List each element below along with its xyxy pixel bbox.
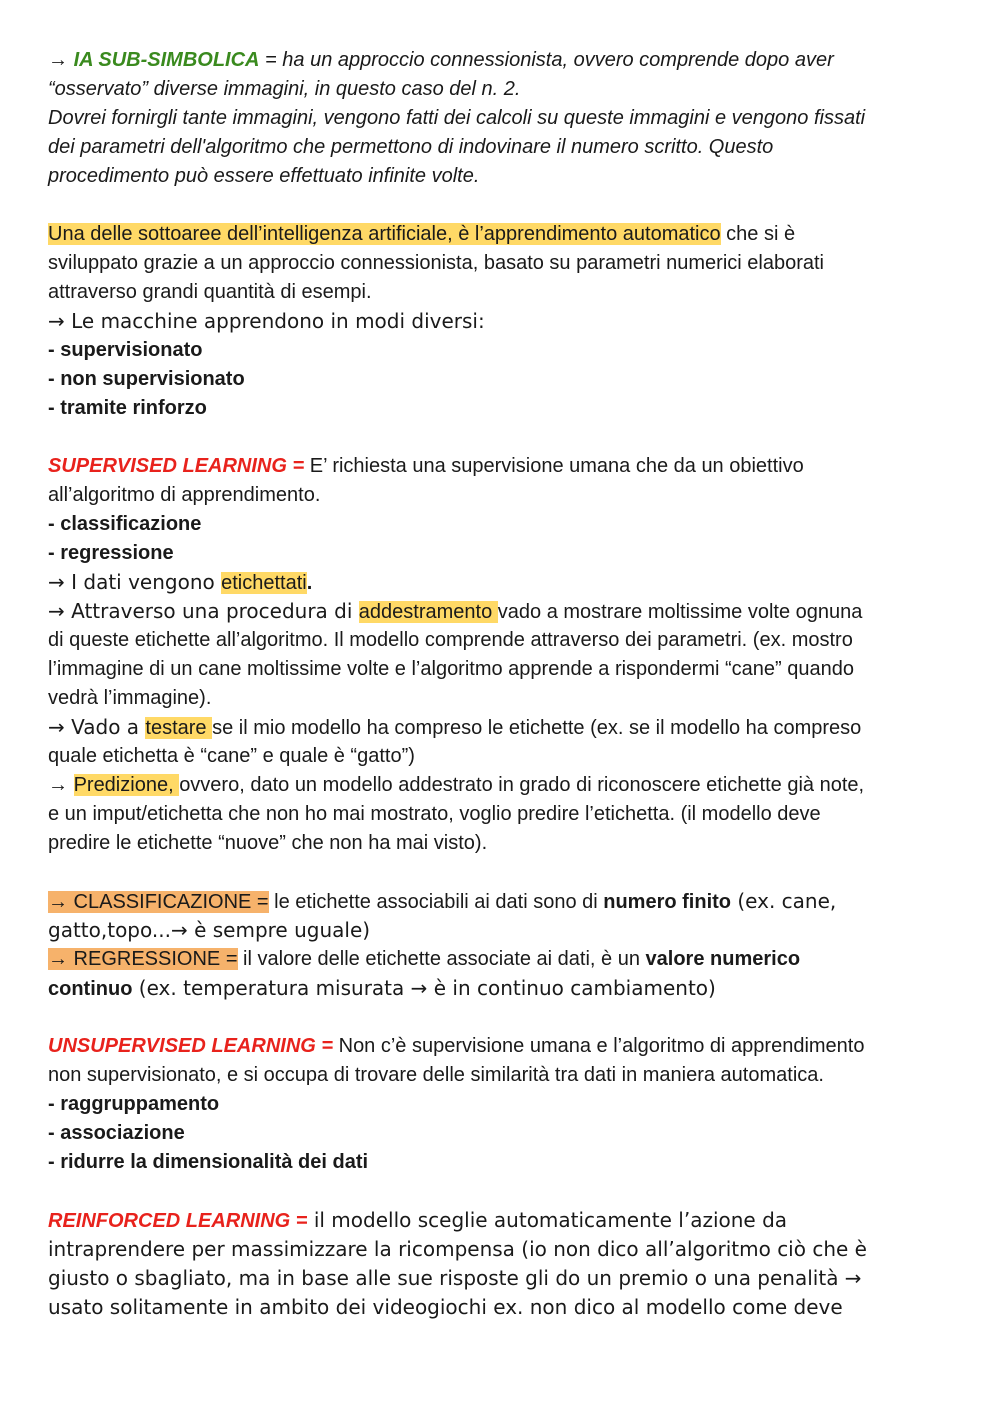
unsupervised-term: UNSUPERVISED LEARNING = <box>48 1035 334 1057</box>
reinforced-line-3: giusto o sbagliato, ma in base alle sue risposte gli do un premio o una penalità → <box>48 1266 862 1290</box>
regressione-line-1 <box>48 945 952 974</box>
unsupervised-line-1 <box>48 1032 952 1061</box>
text: se il mio modello ha compreso le etichette (ex. se il modello ha compreso <box>212 717 862 739</box>
testare-line-1 <box>48 713 952 742</box>
list-item: - tramite rinforzo <box>48 397 207 419</box>
text: ovvero, dato un modello addestrato in grado di riconoscere etichette già note, <box>179 774 865 796</box>
list-item: - associazione <box>48 1122 185 1144</box>
highlight: Una delle sottoaree dell’intelligenza artificiale, è l’apprendimento automatico <box>48 223 721 245</box>
sub-simbolica-line-1 <box>48 46 952 75</box>
testare-line-2: quale etichetta è “cane” e quale è “gatto”) <box>48 745 415 767</box>
sub-simbolica-term: IA SUB-SIMBOLICA <box>73 49 260 71</box>
arrow: → <box>48 49 68 71</box>
predizione-line-2: e un imput/etichetta che non ho mai mostrato, voglio predire l’etichetta. (il modello deve <box>48 803 821 825</box>
sub-simbolica-line-3: Dovrei fornirgli tante immagini, vengono fatti dei calcoli su queste immagini e vengono fissati <box>48 107 866 129</box>
reinforced-line-4: usato solitamente in ambito dei videogiochi ex. non dico al modello come deve <box>48 1295 843 1319</box>
classificazione-line-1 <box>48 887 952 916</box>
spacer <box>48 191 952 220</box>
ml-intro-line-2: sviluppato grazie a un approccio connessionista, basato su parametri numerici elaborati <box>48 252 824 274</box>
text: . <box>306 572 313 594</box>
text: il valore delle etichette associate ai dati, è un <box>237 948 646 970</box>
text: le etichette associabili ai dati sono di <box>268 891 604 913</box>
addestramento-line-3: l’immagine di un cane moltissime volte e l’algoritmo apprende a rispondermi “cane” quando <box>48 658 854 680</box>
text: → Vado a <box>48 715 146 739</box>
reinforced-line-2: intraprendere per massimizzare la ricompensa (io non dico all’algoritmo ciò che è <box>48 1237 867 1261</box>
reinforced-term: REINFORCED LEARNING = <box>48 1210 308 1232</box>
sub-simbolica-line-4: dei parametri dell'algoritmo che permettono di indovinare il numero scritto. Questo <box>48 136 774 158</box>
supervised-line-2: all’algoritmo di apprendimento. <box>48 484 321 506</box>
predizione-line-1 <box>48 771 952 800</box>
list-item: - raggruppamento <box>48 1093 220 1115</box>
list-item: - non supervisionato <box>48 368 245 390</box>
highlight: etichettati <box>221 572 307 594</box>
reinforced-line-1 <box>48 1206 952 1235</box>
predizione-line-3: predire le etichette “nuove” che non ha mai visto). <box>48 832 488 854</box>
text: Non c’è supervisione umana e l’algoritmo di apprendimento <box>333 1035 865 1057</box>
etichettati-line <box>48 568 952 597</box>
highlight: addestramento <box>358 601 498 623</box>
text: → I dati vengono <box>48 570 222 594</box>
text: valore numerico <box>645 948 801 970</box>
list-item: - supervisionato <box>48 339 203 361</box>
text: (ex. cane, <box>731 889 837 913</box>
arrow: → <box>48 774 74 796</box>
highlight: testare <box>145 717 213 739</box>
spacer <box>48 1177 952 1206</box>
list-item: - ridurre la dimensionalità dei dati <box>48 1151 369 1173</box>
addestramento-line-2: di queste etichette all’algoritmo. Il modello comprende attraverso dei parametri. (ex. mostro <box>48 629 853 651</box>
text: continuo <box>48 978 133 1000</box>
ml-intro-line-4: → Le macchine apprendono in modi diversi: <box>48 309 485 333</box>
list-item: - classificazione <box>48 513 202 535</box>
text: il modello sceglie automaticamente l’azione da <box>307 1208 788 1232</box>
text: vado a mostrare moltissime volte ognuna <box>497 601 863 623</box>
text: che si è <box>720 223 796 245</box>
unsupervised-line-2: non supervisionato, e si occupa di trovare delle similarità tra dati in maniera automatica. <box>48 1064 824 1086</box>
spacer <box>48 858 952 887</box>
text: = ha un approccio connessionista, ovvero comprende dopo aver <box>259 49 834 71</box>
sub-simbolica-line-2: “osservato” diverse immagini, in questo caso del n. 2. <box>48 78 521 100</box>
supervised-term: SUPERVISED LEARNING = <box>48 455 305 477</box>
spacer <box>48 423 952 452</box>
regressione-line-2 <box>48 974 952 1003</box>
addestramento-line-4: vedrà l’immagine). <box>48 687 212 709</box>
text: numero finito <box>603 891 732 913</box>
ml-intro-line-3: attraverso grandi quantità di esempi. <box>48 281 372 303</box>
highlight: → CLASSIFICAZIONE = <box>48 891 269 913</box>
highlight: Predizione, <box>73 774 180 796</box>
sub-simbolica-line-5: procedimento può essere effettuato infinite volte. <box>48 165 480 187</box>
highlight: → REGRESSIONE = <box>48 948 238 970</box>
text: E’ richiesta una supervisione umana che da un obiettivo <box>304 455 804 477</box>
classificazione-line-2: gatto,topo...→ è sempre uguale) <box>48 918 371 942</box>
spacer <box>48 1003 952 1032</box>
text: → Attraverso una procedura di <box>48 599 359 623</box>
list-item: - regressione <box>48 542 174 564</box>
document-page <box>48 46 952 1322</box>
ml-intro-line-1 <box>48 220 952 249</box>
supervised-line-1 <box>48 452 952 481</box>
addestramento-line-1 <box>48 597 952 626</box>
text: (ex. temperatura misurata → è in continuo cambiamento) <box>132 976 716 1000</box>
